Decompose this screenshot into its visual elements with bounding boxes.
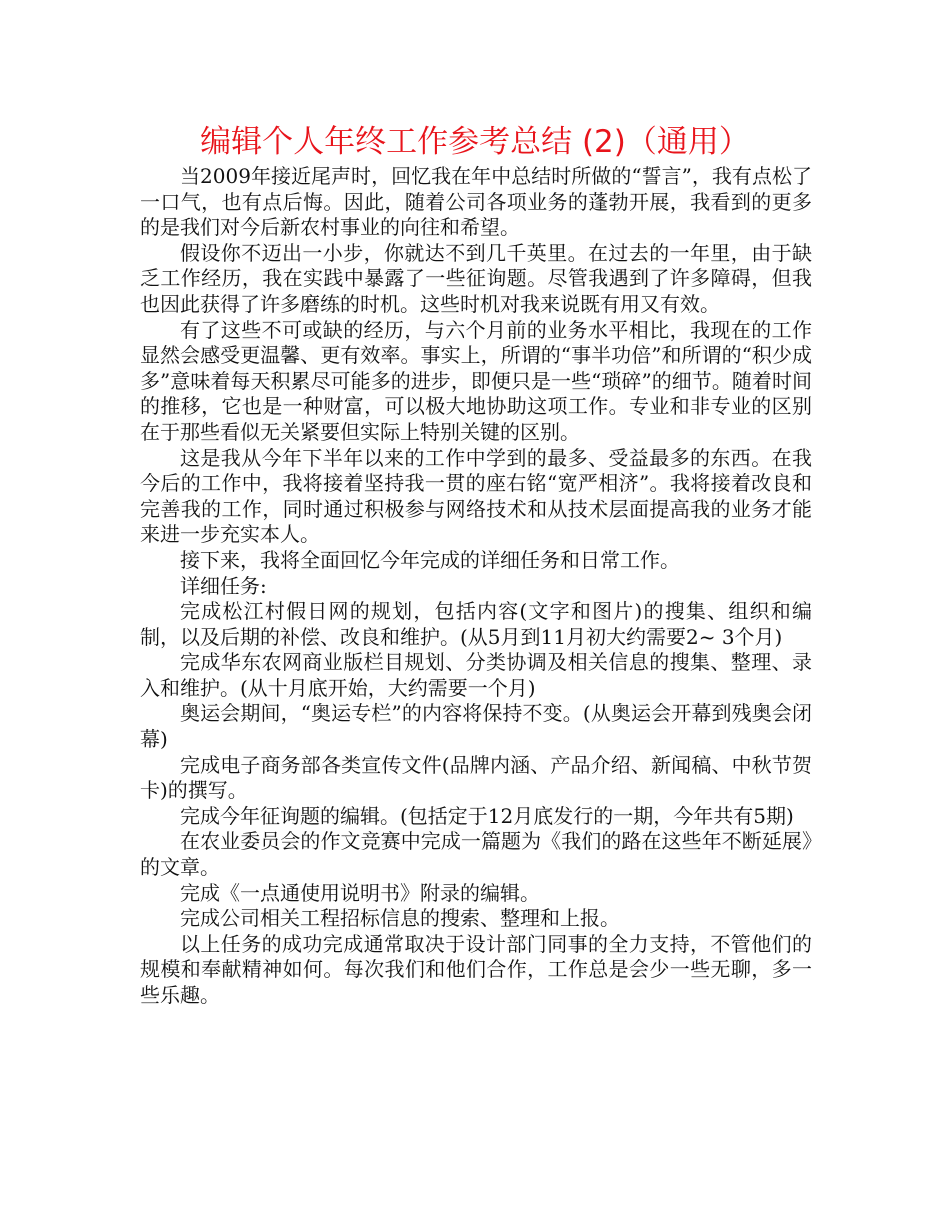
paragraph: 接下来，我将全面回忆今年完成的详细任务和日常工作。 <box>180 547 680 572</box>
paragraph: 有了这些不可或缺的经历，与六个月前的业务水平相比，我现在的工作显然会感受更温馨、更有效率。事实上，所谓的“事半功倍”和所谓的“积少成多”意味着每天积累尽可能多的进步，即便只是一些“琐碎”的细节。随着时间的推移，它也是一种财富，可以极大地协助这项工作。专业和非专业的区别在于那些看似无关紧要但实际上特别关键的区别。 <box>140 317 812 444</box>
paragraph: 完成公司相关工程招标信息的搜索、整理和上报。 <box>180 906 620 931</box>
paragraph: 完成电子商务部各类宣传文件(品牌内涵、产品介绍、新闻稿、中秋节贺卡)的撰写。 <box>140 752 812 803</box>
paragraph: 完成今年征询题的编辑。(包括定于12月底发行的一期，今年共有5期) <box>180 803 794 828</box>
paragraph: 完成《一点通使用说明书》附录的编辑。 <box>180 880 540 905</box>
paragraph: 奥运会期间，“奥运专栏”的内容将保持不变。(从奥运会开幕到残奥会闭幕) <box>140 701 812 752</box>
paragraph: 在农业委员会的作文竞赛中完成一篇题为《我们的路在这些年不断延展》的文章。 <box>140 829 812 880</box>
document-body <box>140 164 812 1009</box>
document-title: 编辑个人年终工作参考总结 (2)（通用） <box>200 124 750 160</box>
paragraph: 当2009年接近尾声时，回忆我在年中总结时所做的“誓言”，我有点松了一口气，也有点后悔。因此，随着公司各项业务的蓬勃开展，我看到的更多的是我们对今后新农村事业的向往和希望。 <box>140 164 812 240</box>
paragraph: 完成松江村假日网的规划，包括内容(文字和图片)的搜集、组织和编制，以及后期的补偿、改良和维护。(从5月到11月初大约需要2~ 3个月) <box>140 599 812 649</box>
paragraph: 完成华东农网商业版栏目规划、分类协调及相关信息的搜集、整理、录入和维护。(从十月底开始，大约需要一个月) <box>140 650 812 700</box>
paragraph: 详细任务: <box>180 573 267 598</box>
paragraph: 这是我从今年下半年以来的工作中学到的最多、受益最多的东西。在我今后的工作中，我将接着坚持我一贯的座右铭“宽严相济”。我将接着改良和完善我的工作，同时通过积极参与网络技术和从技术层面提高我的业务才能来进一步充实本人。 <box>140 445 812 547</box>
paragraph: 以上任务的成功完成通常取决于设计部门同事的全力支持，不管他们的规模和奉献精神如何。每次我们和他们合作，工作总是会少一些无聊，多一些乐趣。 <box>140 931 812 1007</box>
paragraph: 假设你不迈出一小步，你就达不到几千英里。在过去的一年里，由于缺乏工作经历，我在实践中暴露了一些征询题。尽管我遇到了许多障碍，但我也因此获得了许多磨练的时机。这些时机对我来说既有用又有效。 <box>140 240 812 316</box>
